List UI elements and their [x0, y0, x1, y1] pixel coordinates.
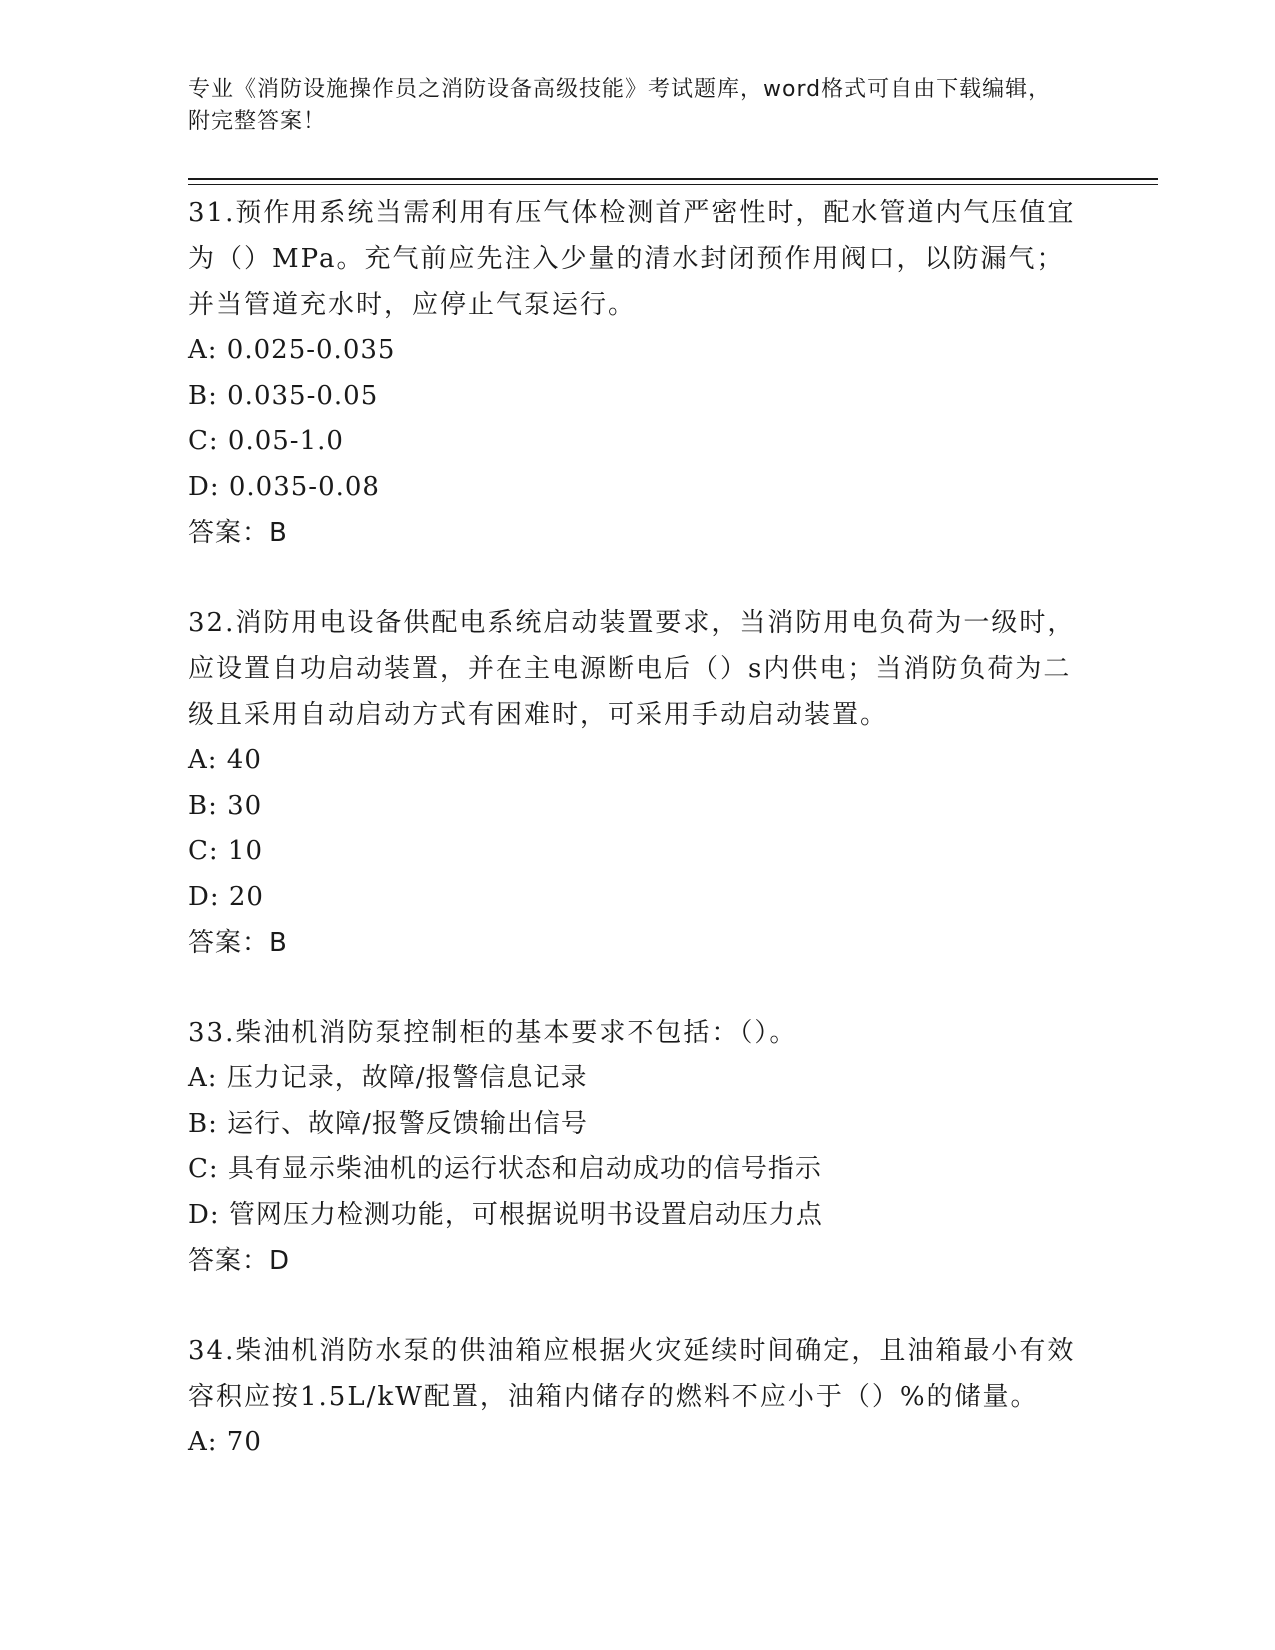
- option-d: D: 20: [188, 881, 264, 912]
- question-stem: 32.消防用电设备供配电系统启动装置要求，当消防用电负荷为一级时，应设置自功启动装置，并在主电源断电后（）s内供电；当消防负荷为二级且采用自动启动方式有困难时，可采用手动启动装置。: [188, 608, 1076, 730]
- header-divider-thin: [188, 184, 1158, 185]
- header-divider-thick: [188, 178, 1158, 180]
- option-b: B: 0.035-0.05: [188, 380, 379, 411]
- option-c: C: 10: [188, 836, 264, 866]
- answer-line: 答案：B: [188, 928, 288, 958]
- question-list: [188, 190, 1088, 1510]
- option-a: A: 0.025-0.035: [188, 335, 396, 365]
- option-d: D: 管网压力检测功能，可根据说明书设置启动压力点: [188, 1199, 823, 1230]
- option-a: A: 压力记录，故障/报警信息记录: [188, 1063, 588, 1093]
- question-stem: 31.预作用系统当需利用有压气体检测首严密性时，配水管道内气压值宜为（）MPa。充气前应先注入少量的清水封闭预作用阀口，以防漏气；并当管道充水时，应停止气泵运行。: [188, 198, 1076, 320]
- question-34: [188, 1328, 1088, 1466]
- option-c: C: 0.05-1.0: [188, 426, 344, 456]
- option-b: B: 30: [188, 790, 263, 821]
- question-33: [188, 1010, 1088, 1284]
- question-31: [188, 190, 1088, 556]
- option-b: B: 运行、故障/报警反馈输出信号: [188, 1108, 588, 1139]
- document-header: 专业《消防设施操作员之消防设备高级技能》考试题库，word格式可自由下载编辑，附完整答案！: [188, 77, 1052, 134]
- question-stem: 34.柴油机消防水泵的供油箱应根据火灾延续时间确定，且油箱最小有效容积应按1.5L/kW配置，油箱内储存的燃料不应小于（）%的储量。: [188, 1336, 1076, 1412]
- option-a: A: 70: [188, 1427, 262, 1457]
- answer-line: 答案：D: [188, 1246, 291, 1276]
- question-stem: 33.柴油机消防泵控制柜的基本要求不包括：（）。: [188, 1018, 798, 1048]
- question-32: [188, 600, 1088, 966]
- option-d: D: 0.035-0.08: [188, 471, 380, 502]
- option-c: C: 具有显示柴油机的运行状态和启动成功的信号指示: [188, 1154, 822, 1184]
- option-a: A: 40: [188, 745, 262, 775]
- answer-line: 答案：B: [188, 518, 288, 548]
